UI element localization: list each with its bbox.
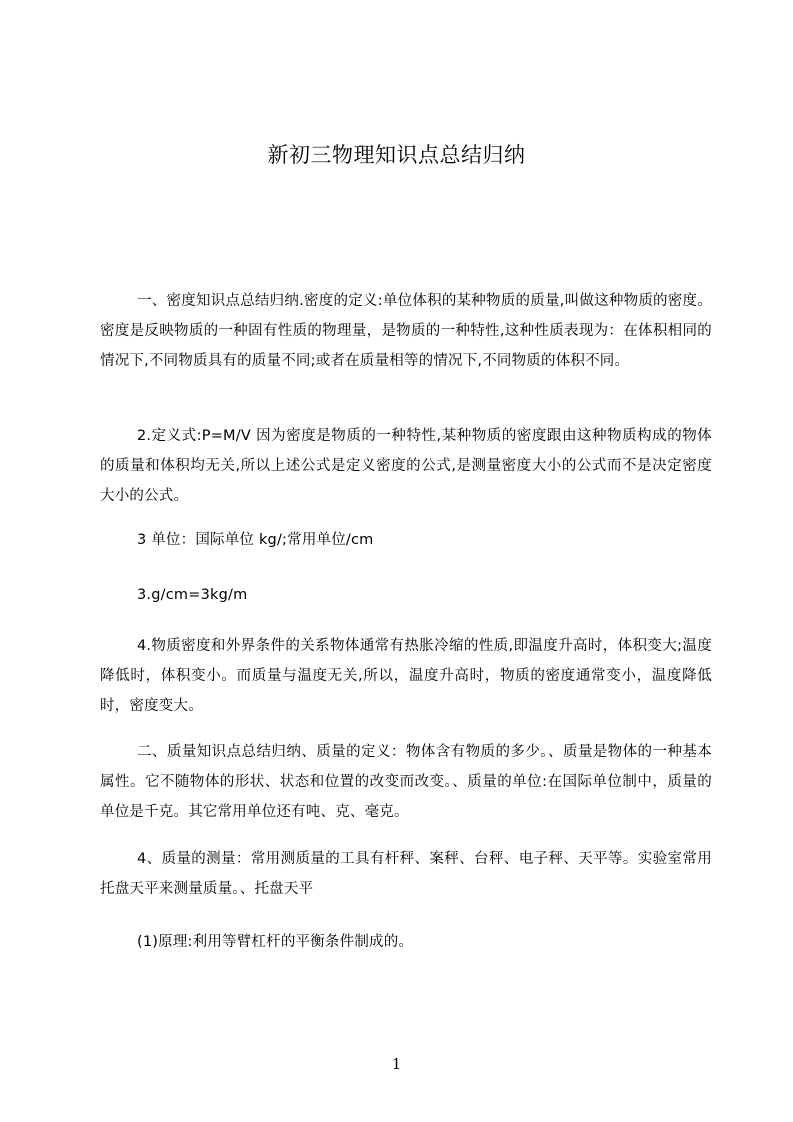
paragraph-unit-conversion: 3.g/cm=3kg/m [137, 587, 248, 603]
paragraph-mass-definition: 二、质量知识点总结归纳、质量的定义：物体含有物质的多少。、质量是物体的一种基本属性。它不随物体的形状、状态和位置的改变而改变。、质量的单位:在国际单位制中，质量的单位是千克。其它常用单位还有吨、克、毫克。 [100, 744, 712, 820]
paragraph-density-conditions: 4.物质密度和外界条件的关系物体通常有热胀冷缩的性质,即温度升高时，体积变大;温度降低时，体积变小。而质量与温度无关,所以，温度升高时，物质的密度通常变小，温度降低时，密度变大。 [100, 638, 712, 714]
paragraph-balance-principle: (1)原理:利用等臂杠杆的平衡条件制成的。 [137, 934, 414, 950]
paragraph-mass-measurement: 4、质量的测量：常用测质量的工具有杆秤、案秤、台秤、电子秤、天平等。实验室常用托盘天平来测量质量。、托盘天平 [100, 851, 712, 897]
paragraph-density-units: 3 单位：国际单位 kg/;常用单位/cm [137, 532, 374, 548]
document-title: 新初三物理知识点总结归纳 [267, 143, 526, 167]
paragraph-density-definition: 一、密度知识点总结归纳.密度的定义:单位体积的某种物质的质量,叫做这种物质的密度。密度是反映物质的一种固有性质的物理量，是物质的一种特性,这种性质表现为：在体积相同的情况下,不同物质具有的质量不同;或者在质量相等的情况下,不同物质的体积不同。 [100, 293, 712, 369]
paragraph-density-formula: 2.定义式:P=M/V 因为密度是物质的一种特性,某种物质的密度跟由这种物质构成的物体的质量和体积均无关,所以上述公式是定义密度的公式,是测量密度大小的公式而不是决定密度大小的公式。 [100, 428, 712, 504]
page-number: 1 [391, 1055, 402, 1073]
